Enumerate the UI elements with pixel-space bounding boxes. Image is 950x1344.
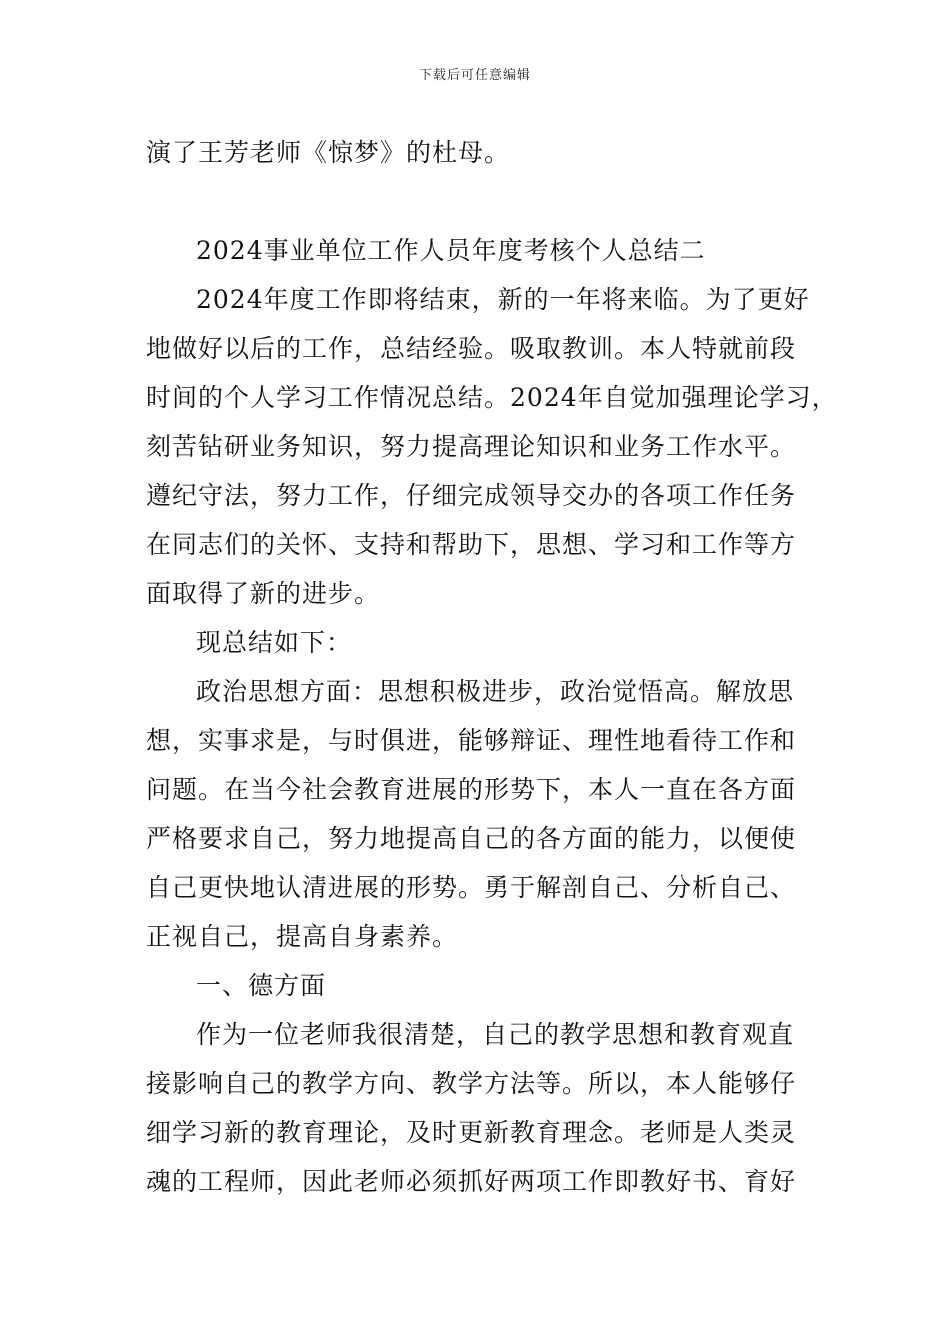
text-line: 细学习新的教育理论，及时更新教育理念。老师是人类灵 [146, 1118, 797, 1147]
text-line: 时间的个人学习工作情况总结。2024年自觉加强理论学习， [146, 383, 838, 412]
paragraph-gap [146, 177, 814, 226]
text-line: 面取得了新的进步。 [146, 579, 381, 608]
text-line: 政治思想方面：思想积极进步，政治觉悟高。解放思 [196, 677, 795, 706]
text-line: 正视自己，提高自身素养。 [146, 922, 459, 951]
text-line: 魂的工程师，因此老师必须抓好两项工作即教好书、育好 [146, 1167, 797, 1196]
text-line: 严格要求自己，努力地提高自己的各方面的能力，以便使 [146, 824, 797, 853]
text-line: 一、德方面 [196, 971, 327, 1000]
text-line: 现总结如下： [196, 628, 353, 657]
text-line: 问题。在当今社会教育进展的形势下，本人一直在各方面 [146, 775, 797, 804]
text-line: 想，实事求是，与时俱进，能够辩证、理性地看待工作和 [146, 726, 797, 755]
text-line: 2024事业单位工作人员年度考核个人总结二 [196, 236, 706, 265]
text-line: 在同志们的关怀、支持和帮助下，思想、学习和工作等方 [146, 530, 797, 559]
text-line: 作为一位老师我很清楚，自己的教学思想和教育观直 [196, 1020, 795, 1049]
text-line: 2024年度工作即将结束，新的一年将来临。为了更好 [196, 285, 810, 314]
text-line: 自己更快地认清进展的形势。勇于解剖自己、分析自己、 [146, 873, 797, 902]
text-line: 接影响自己的教学方向、教学方法等。所以，本人能够仔 [146, 1069, 797, 1098]
text-line: 演了王芳老师《惊梦》的杜母。 [146, 138, 511, 167]
page-header: 下载后可任意编辑 [418, 68, 531, 83]
text-line: 刻苦钻研业务知识，努力提高理论知识和业务工作水平。 [146, 432, 797, 461]
text-line: 地做好以后的工作，总结经验。吸取教训。本人特就前段 [146, 334, 797, 363]
text-line: 遵纪守法，努力工作，仔细完成领导交办的各项工作任务 [146, 481, 797, 510]
document-body [146, 128, 838, 1206]
